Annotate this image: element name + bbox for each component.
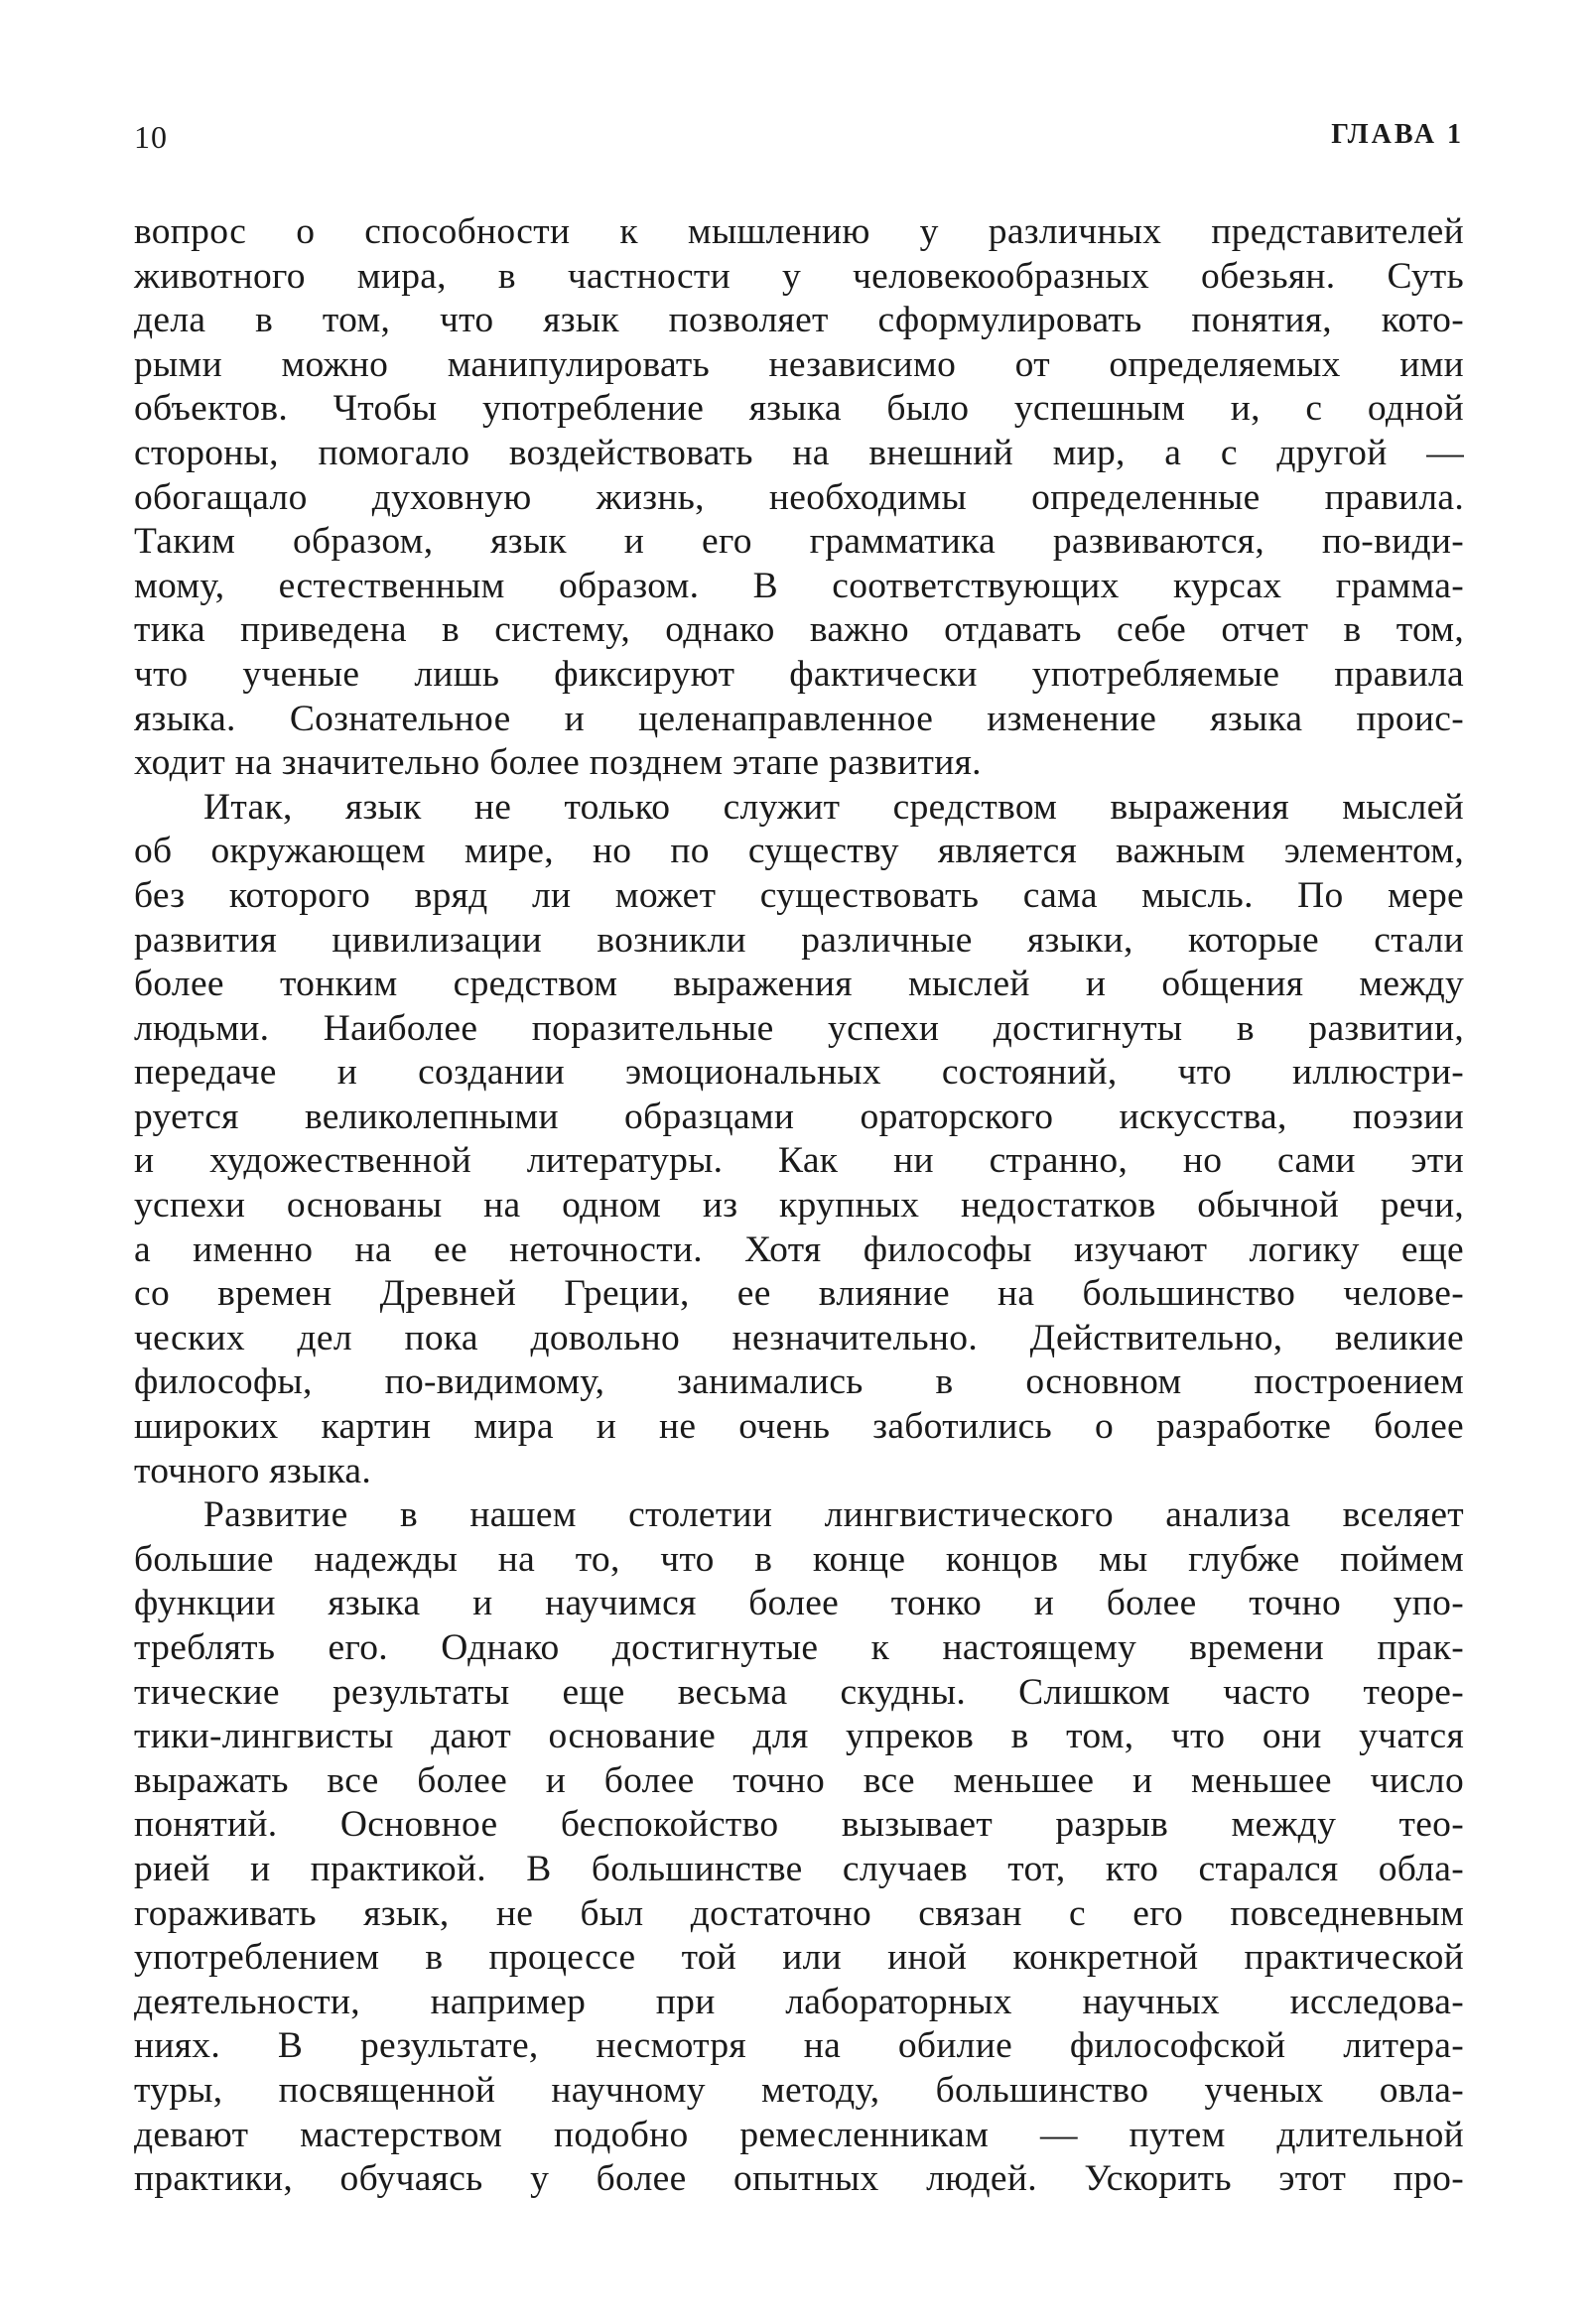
text-line: что ученые лишь фиксируют фактически употребляемые правила bbox=[134, 653, 1464, 695]
text-line: а именно на ее неточности. Хотя философы изучают логику еще bbox=[134, 1228, 1464, 1270]
text-line: ческих дел пока довольно незначительно. Действительно, великие bbox=[134, 1317, 1464, 1358]
text-line: деятельности, например при лабораторных научных исследова- bbox=[134, 1981, 1464, 2022]
text-line: развития цивилизации возникли различные языки, которые стали bbox=[134, 919, 1464, 961]
text-line: практики, обучаясь у более опытных людей. Ускорить этот про- bbox=[134, 2158, 1464, 2200]
text-line: Развитие в нашем столетии лингвистического анализа вселяет bbox=[203, 1494, 1464, 1536]
text-line: со времен Древней Греции, ее влияние на большинство челове- bbox=[134, 1273, 1464, 1315]
text-line: Таким образом, язык и его грамматика развиваются, по-види- bbox=[134, 521, 1464, 563]
book-page bbox=[134, 119, 1464, 2202]
text-line: ниях. В результате, несмотря на обилие философской литера- bbox=[134, 2025, 1464, 2067]
text-line: обогащало духовную жизнь, необходимы определенные правила. bbox=[134, 476, 1464, 518]
paragraph bbox=[134, 786, 1464, 1494]
text-line: передаче и создании эмоциональных состояний, что иллюстри- bbox=[134, 1052, 1464, 1094]
text-line: языка. Сознательное и целенаправленное изменение языка проис- bbox=[134, 698, 1464, 739]
paragraph bbox=[134, 1493, 1464, 2202]
text-line: функции языка и научимся более тонко и более точно упо- bbox=[134, 1583, 1464, 1624]
text-line: об окружающем мире, но по существу является важным элементом, bbox=[134, 831, 1464, 872]
running-head bbox=[134, 119, 1464, 167]
page-number: 10 bbox=[134, 119, 168, 155]
text-line: вопрос о способности к мышлению у различных представителей bbox=[134, 211, 1464, 252]
text-line: более тонким средством выражения мыслей и общения между bbox=[134, 964, 1464, 1005]
text-line: туры, посвященной научному методу, большинство ученых овла- bbox=[134, 2069, 1464, 2111]
text-line: тические результаты еще весьма скудны. Слишком часто теоре- bbox=[134, 1671, 1464, 1713]
text-line: тики-лингвисты дают основание для упреков в том, что они учатся bbox=[134, 1716, 1464, 1757]
text-line: понятий. Основное беспокойство вызывает разрыв между тео- bbox=[134, 1804, 1464, 1846]
text-line: точного языка. bbox=[134, 1450, 372, 1491]
text-line: людьми. Наиболее поразительные успехи достигнуты в развитии, bbox=[134, 1007, 1464, 1049]
chapter-label: ГЛАВА 1 bbox=[1331, 119, 1464, 150]
text-line: треблять его. Однако достигнутые к настоящему времени прак- bbox=[134, 1627, 1464, 1668]
text-line: тика приведена в систему, однако важно отдавать себе отчет в том, bbox=[134, 609, 1464, 651]
text-line: девают мастерством подобно ремесленникам — путем длительной bbox=[134, 2114, 1464, 2155]
text-line: выражать все более и более точно все меньшее и меньшее число bbox=[134, 1759, 1464, 1801]
paragraph bbox=[134, 210, 1464, 786]
text-line: употреблением в процессе той или иной конкретной практической bbox=[134, 1937, 1464, 1979]
text-line: рией и практикой. В большинстве случаев тот, кто старался обла- bbox=[134, 1848, 1464, 1889]
text-line: широких картин мира и не очень заботились о разработке более bbox=[134, 1406, 1464, 1448]
text-line: большие надежды на то, что в конце концов мы глубже поймем bbox=[134, 1538, 1464, 1580]
text-line: и художественной литературы. Как ни странно, но сами эти bbox=[134, 1140, 1464, 1182]
text-line: без которого вряд ли может существовать сама мысль. По мере bbox=[134, 874, 1464, 916]
text-line: мому, естественным образом. В соответствующих курсах грамма- bbox=[134, 565, 1464, 606]
text-line: успехи основаны на одном из крупных недостатков обычной речи, bbox=[134, 1185, 1464, 1227]
text-line: ходит на значительно более позднем этапе развития. bbox=[134, 742, 982, 784]
text-line: стороны, помогало воздействовать на внешний мир, а с другой — bbox=[134, 432, 1464, 473]
text-line: гораживать язык, не был достаточно связан с его повседневным bbox=[134, 1892, 1464, 1934]
text-line: Итак, язык не только служит средством выражения мыслей bbox=[203, 786, 1464, 828]
text-line: руется великолепными образцами ораторского искусства, поэзии bbox=[134, 1096, 1464, 1137]
text-line: объектов. Чтобы употребление языка было успешным и, с одной bbox=[134, 388, 1464, 430]
text-line: дела в том, что язык позволяет сформулировать понятия, кото- bbox=[134, 300, 1464, 341]
text-line: рыми можно манипулировать независимо от определяемых ими bbox=[134, 343, 1464, 385]
text-line: философы, по-видимому, занимались в основном построением bbox=[134, 1361, 1464, 1403]
text-line: животного мира, в частности у человекообразных обезьян. Суть bbox=[134, 255, 1464, 297]
body-text bbox=[134, 210, 1464, 2202]
